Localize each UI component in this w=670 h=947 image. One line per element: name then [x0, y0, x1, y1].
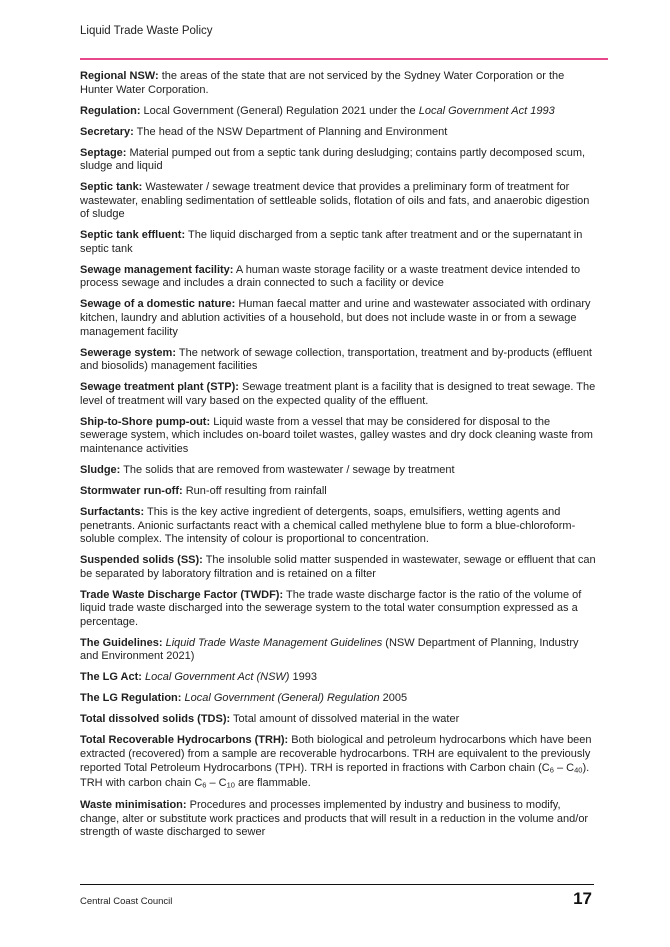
definition-the-guidelines	[80, 637, 596, 664]
definition-regional-nsw	[80, 70, 596, 97]
definition-trh	[80, 734, 596, 791]
definition-sludge	[80, 464, 596, 478]
definition-text-after: (NSW Department of Planning, Industry and Environment 2021)	[80, 636, 579, 663]
term: The LG Regulation:	[80, 692, 182, 705]
subscript: 6	[202, 780, 207, 790]
definition-sewage-management-facility	[80, 264, 596, 291]
term: Sewerage system:	[80, 346, 176, 359]
definition-text: The trade waste discharge factor is the ratio of the volume of liquid trade waste discharged into the sewerage system to the total water consumption expressed as a percentage.	[80, 588, 582, 628]
definition-italic: Liquid Trade Waste Management Guidelines	[165, 636, 383, 649]
subscript: 10	[226, 780, 235, 790]
definition-text-after: 1993	[289, 671, 317, 684]
term: Surfactants:	[80, 505, 145, 518]
definition-text: are flammable.	[234, 776, 311, 789]
definition-text: Material pumped out from a septic tank during desludging; contains partly decomposed scum, sludge and liquid	[80, 146, 586, 173]
definition-text: Sewage treatment plant is a facility that is designed to treat sewage. The level of treatment will vary based on the expected quality of the effluent.	[80, 381, 596, 407]
definition-septage	[80, 147, 596, 174]
term: Sewage management facility:	[80, 263, 234, 276]
definition-text: A human waste storage facility or a waste treatment device intended to process sewage and includes a drain connected to such a facility or device	[80, 263, 581, 290]
page-number: 17	[573, 889, 592, 908]
definition-italic: Local Government Act (NSW)	[145, 671, 290, 684]
term: The LG Act:	[80, 671, 142, 684]
definition-text: Wastewater / sewage treatment device that provides a preliminary form of treatment for wastewater, enabling sedimentation of settleable solids, flotation of oils and fats, and anaerobic digestion of sludge	[80, 181, 590, 221]
definition-twdf	[80, 589, 596, 630]
term: Septic tank effluent:	[80, 229, 186, 242]
definition-lg-regulation	[80, 692, 596, 706]
definition-septic-tank-effluent	[80, 229, 596, 256]
definition-text: Liquid waste from a vessel that may be considered for disposal to the sewerage system, which includes on-board toilet wastes, galley wastes and dry dock cleaning waste from maintenance activities	[80, 415, 593, 455]
term: Waste minimisation:	[80, 799, 187, 812]
definition-text: – C	[553, 761, 575, 774]
definition-text-after: 2005	[379, 692, 408, 705]
definition-sewage-domestic-nature	[80, 298, 596, 339]
definition-text: The head of the NSW Department of Planning and Environment	[133, 125, 448, 138]
definition-sewage-treatment-plant	[80, 381, 596, 408]
term: Secretary:	[80, 125, 134, 138]
term: Suspended solids (SS):	[80, 554, 203, 567]
term: Sewage of a domestic nature:	[80, 298, 236, 311]
definition-suspended-solids	[80, 554, 596, 581]
footer-organisation: Central Coast Council	[80, 896, 173, 907]
definition-text: The solids that are removed from wastewater / sewage by treatment	[120, 463, 455, 476]
definition-surfactants	[80, 506, 596, 547]
definition-septic-tank	[80, 181, 596, 222]
definition-stormwater-run-off	[80, 485, 596, 499]
term: Total dissolved solids (TDS):	[80, 713, 231, 726]
term: Septic tank:	[80, 181, 143, 194]
definition-text: Run-off resulting from rainfall	[182, 484, 327, 497]
term: Regulation:	[80, 104, 141, 117]
header-title: Liquid Trade Waste Policy	[80, 25, 213, 37]
term: Trade Waste Discharge Factor (TWDF):	[80, 588, 284, 601]
definition-text: Local Government (General) Regulation 2021 under the	[140, 104, 419, 117]
definition-text: The liquid discharged from a septic tank after treatment and or the supernatant in septic tank	[80, 229, 583, 255]
term: Sludge:	[80, 463, 121, 476]
definition-text: The insoluble solid matter suspended in wastewater, sewage or effluent that can be separated by laboratory filtration and is retained on a filter	[80, 554, 596, 580]
definition-text: Human faecal matter and urine and wastewater associated with ordinary kitchen, laundry and ablution activities of a household, but does not include waste in or from a sewage management facility	[80, 298, 591, 338]
definition-text: This is the key active ingredient of detergents, soaps, emulsifiers, wetting agents and penetrants. Anionic surfactants react with a chemical called methylene blue to form a blue-chloroform-soluble complex. The intensity of colour is proportional to concentration.	[80, 505, 576, 546]
definition-italic: Local Government (General) Regulation	[184, 692, 380, 705]
definition-text: ). TRH with carbon chain C	[80, 761, 590, 789]
header-divider	[80, 58, 608, 60]
term: Stormwater run-off:	[80, 484, 183, 497]
definition-text: The network of sewage collection, transportation, treatment and by-products (effluent and biosolids) management facilities	[80, 346, 592, 373]
definition-ship-to-shore	[80, 416, 596, 457]
definition-tds	[80, 713, 596, 727]
definition-text: Total amount of dissolved material in the water	[230, 713, 460, 726]
definitions-list	[80, 70, 596, 847]
definition-text: Both biological and petroleum hydrocarbons which have been extracted (recovered) from a sample are recoverable hydrocarbons. TRH are equivalent to the previously reported Total Petroleum Hydrocarbons (TPH). TRH is reported in fractions with Carbon chain (C	[80, 734, 592, 774]
definition-waste-minimisation	[80, 799, 596, 840]
definition-text: the areas of the state that are not serviced by the Sydney Water Corporation or the Hunter Water Corporation.	[80, 70, 565, 96]
term: The Guidelines:	[80, 636, 163, 649]
definition-regulation	[80, 105, 596, 119]
definition-sewerage-system	[80, 347, 596, 374]
definition-secretary	[80, 126, 596, 140]
footer-divider	[80, 884, 594, 885]
term: Septage:	[80, 146, 127, 159]
definition-text: Procedures and processes implemented by industry and business to modify, change, alter or substitute work practices and products that will result in a reduction in the volume and/or strength of waste discharged to sewer	[80, 799, 589, 839]
subscript: 40	[574, 765, 583, 775]
term: Ship-to-Shore pump-out:	[80, 415, 211, 428]
definition-italic: Local Government Act 1993	[418, 104, 555, 117]
term: Sewage treatment plant (STP):	[80, 381, 239, 394]
term: Regional NSW:	[80, 70, 159, 82]
term: Total Recoverable Hydrocarbons (TRH):	[80, 734, 289, 747]
definition-lg-act	[80, 671, 596, 685]
definition-text: – C	[206, 776, 227, 789]
subscript: 6	[549, 765, 554, 775]
